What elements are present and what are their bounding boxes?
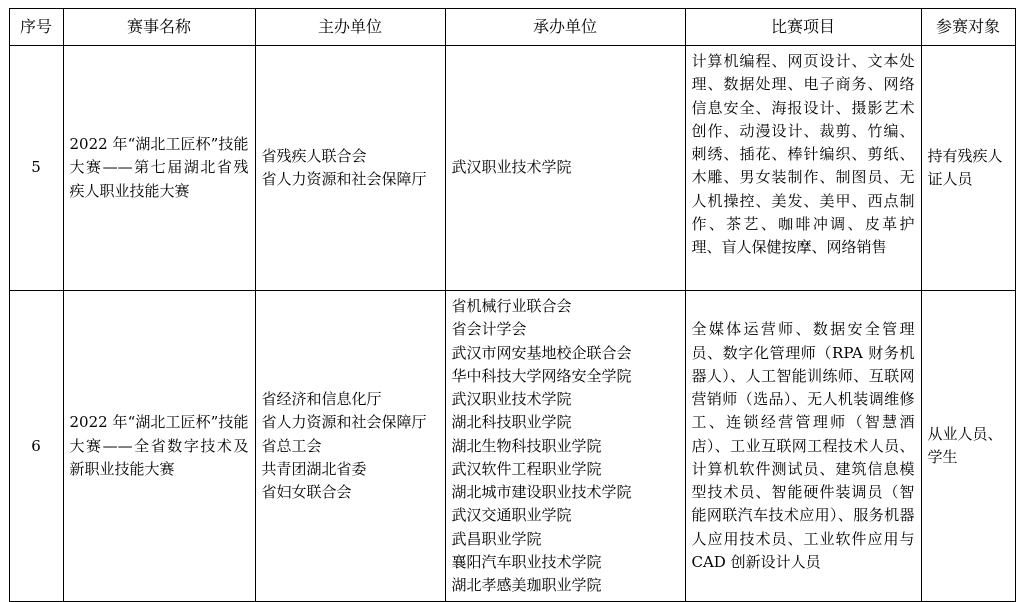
host-units [255, 46, 445, 291]
column-header-host: 主办单位 [255, 9, 445, 46]
row-number: 6 [9, 291, 63, 602]
organizer-unit-item: 襄阳汽车职业技术学院 [451, 552, 602, 571]
organizer-unit-item: 武汉交通职业学院 [451, 506, 572, 525]
host-unit-item: 共青团湖北省委 [261, 459, 367, 478]
host-unit-item: 省经济和信息化厅 [261, 390, 382, 408]
contest-name [63, 291, 255, 602]
contest-table [9, 8, 1016, 602]
contest-items [685, 46, 921, 291]
audience: 持有残疾人证人员 [921, 46, 1015, 291]
contest-name [63, 46, 255, 291]
contest-items-text: 计算机编程、网页设计、文本处理、数据处理、电子商务、网络信息安全、海报设计、摄影艺术创作、动漫设计、裁剪、竹编、刺绣、插花、棒针编织、剪纸、木雕、男女装制作、制图员、无人机操控、美发、美甲、西点制作、茶艺、咖啡冲调、皮革护理、盲人保健按摩、网络销售 [691, 52, 915, 256]
column-header-audience: 参赛对象 [921, 9, 1015, 46]
column-header-no: 序号 [9, 9, 63, 46]
column-header-name: 赛事名称 [63, 9, 255, 46]
organizer-unit-item: 湖北城市建设职业技术学院 [451, 483, 632, 501]
host-unit-item: 省总工会 [261, 436, 322, 455]
contest-items-text: 全媒体运营师、数据安全管理员、数字化管理师（RPA 财务机器人）、人工智能训练师、互联网营销师（选品）、无人机装调维修工、连锁经营管理师（智慧酒店）、工业互联网工程技术人员、计算机软件测试员、建筑信息模型技术员、智能硬件装调员（智能网联汽车技术应用）、服务机器人应用技术员、工业软件应用与 CAD 创新设计人员 [691, 320, 915, 571]
table-row [9, 46, 1015, 291]
table-body [9, 46, 1015, 602]
host-units [255, 291, 445, 602]
organizer-unit-item: 湖北科技职业学院 [451, 413, 572, 432]
organizer-unit-item: 武昌职业学院 [451, 529, 542, 548]
column-header-organizer: 承办单位 [445, 9, 685, 46]
host-unit-item: 省妇女联合会 [261, 483, 352, 501]
audience: 从业人员、学生 [921, 291, 1015, 602]
row-number: 5 [9, 46, 63, 291]
column-header-items: 比赛项目 [685, 9, 921, 46]
contest-name-text: 2022 年“湖北工匠杯”技能大赛——第七届湖北省残疾人职业技能大赛 [69, 135, 249, 200]
organizer-unit-item: 武汉软件工程职业学院 [451, 459, 602, 478]
organizer-unit-item: 湖北孝感美珈职业学院 [451, 576, 602, 594]
organizer-units [445, 291, 685, 602]
organizer-unit-item: 华中科技大学网络安全学院 [451, 366, 632, 385]
table-row [9, 291, 1015, 602]
contest-name-text: 2022 年“湖北工匠杯”技能大赛——全省数字技术及新职业技能大赛 [69, 413, 249, 478]
host-unit-item: 省残疾人联合会 [261, 146, 367, 165]
organizer-unit-item: 省机械行业联合会 [451, 297, 572, 315]
table-header [9, 9, 1015, 46]
organizer-units [445, 46, 685, 291]
organizer-unit-item: 武汉市网安基地校企联合会 [451, 343, 632, 362]
organizer-unit-item: 武汉职业技术学院 [451, 390, 572, 408]
organizer-unit-item: 武汉职业技术学院 [451, 158, 572, 177]
organizer-unit-item: 湖北生物科技职业学院 [451, 436, 602, 455]
host-unit-item: 省人力资源和社会保障厅 [261, 170, 427, 188]
host-unit-item: 省人力资源和社会保障厅 [261, 413, 427, 432]
organizer-unit-item: 省会计学会 [451, 320, 527, 339]
contest-items [685, 291, 921, 602]
table-header-row [9, 9, 1015, 46]
